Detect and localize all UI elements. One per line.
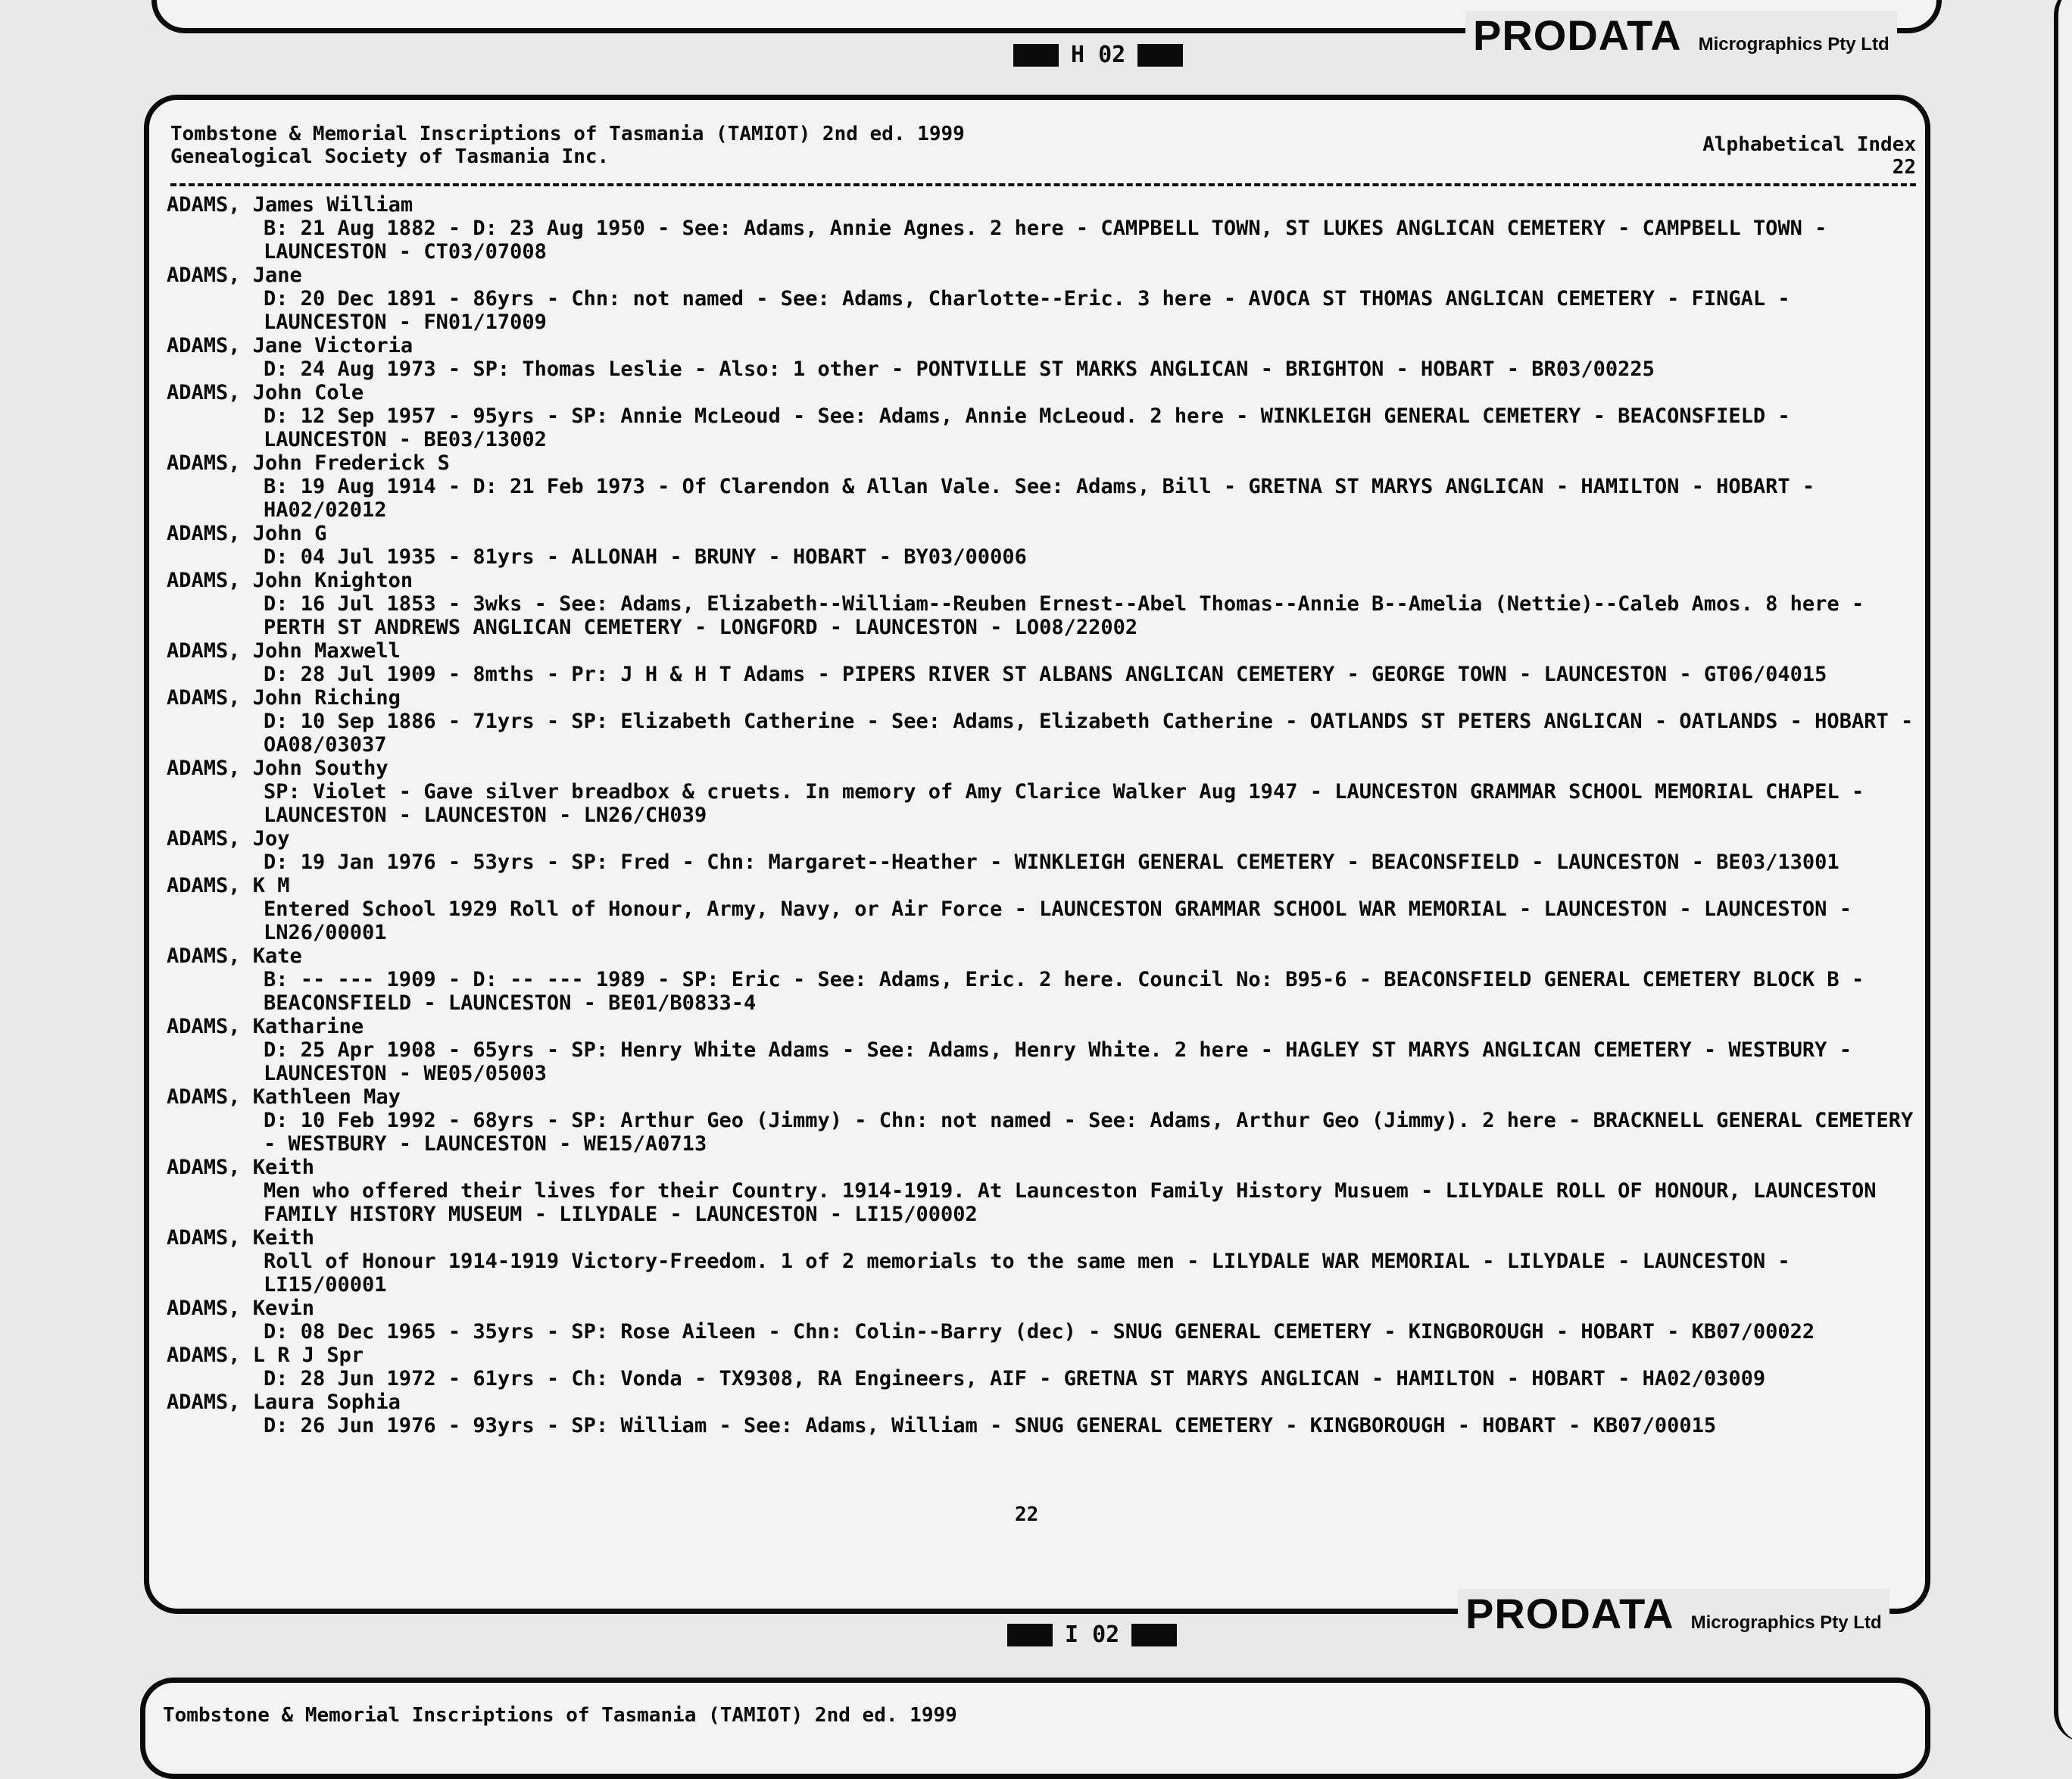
list-item xyxy=(167,264,1916,334)
next-frame-title: Tombstone & Memorial Inscriptions of Tasmania (TAMIOT) 2nd ed. 1999 xyxy=(163,1704,957,1727)
marker-bar-icon xyxy=(1131,1624,1177,1646)
entry-name: ADAMS, Keith xyxy=(167,1156,315,1179)
entry-name: ADAMS, John Frederick S xyxy=(167,451,450,475)
list-item xyxy=(167,1085,1916,1156)
brand-logo-top xyxy=(1465,11,1897,60)
marker-bar-icon xyxy=(1007,1624,1053,1646)
brand-logo-bottom xyxy=(1458,1589,1889,1638)
entry-detail: Men who offered their lives for their Country. 1914-1919. At Launceston Family History Musuem - LILYDALE ROLL OF HONOUR, LAUNCESTON FAMILY HISTORY MUSEUM - LILYDALE - LAUNCESTON - LI15/00002 xyxy=(264,1179,1877,1226)
entry-name: ADAMS, John G xyxy=(167,522,327,545)
entry-detail: D: 20 Dec 1891 - 86yrs - Chn: not named - See: Adams, Charlotte--Eric. 3 here - AVOCA ST THOMAS ANGLICAN CEMETERY - FINGAL - LAUNCESTON - FN01/17009 xyxy=(264,287,1790,334)
header-page-number: 22 xyxy=(1892,156,1916,179)
footer-page-number: 22 xyxy=(1015,1503,1039,1526)
list-item xyxy=(167,1297,1916,1344)
fiche-marker-top xyxy=(1013,42,1183,68)
entry-name: ADAMS, Jane xyxy=(167,264,302,287)
entry-name: ADAMS, Katharine xyxy=(167,1015,364,1038)
entry-name: ADAMS, John Southy xyxy=(167,757,388,780)
marker-bar-icon xyxy=(1137,44,1183,67)
entry-detail: D: 26 Jun 1976 - 93yrs - SP: William - See: Adams, William - SNUG GENERAL CEMETERY - KINGBOROUGH - HOBART - KB07/00015 xyxy=(264,1414,1717,1437)
entry-detail: Entered School 1929 Roll of Honour, Army, Navy, or Air Force - LAUNCESTON GRAMMAR SCHOOL WAR MEMORIAL - LAUNCESTON - LAUNCESTON - LN26/00001 xyxy=(264,897,1852,944)
entry-detail: D: 04 Jul 1935 - 81yrs - ALLONAH - BRUNY - HOBART - BY03/00006 xyxy=(264,545,1027,569)
entry-list xyxy=(167,193,1916,1437)
list-item xyxy=(167,944,1916,1015)
entry-name: ADAMS, James William xyxy=(167,193,413,217)
entry-detail: D: 25 Apr 1908 - 65yrs - SP: Henry White Adams - See: Adams, Henry White. 2 here - HAGLEY ST MARYS ANGLICAN CEMETERY - WESTBURY - LAUNCESTON - WE05/05003 xyxy=(264,1038,1852,1085)
entry-name: ADAMS, John Riching xyxy=(167,686,401,710)
fiche-label: H 02 xyxy=(1071,42,1126,68)
brand-name: PRODATA xyxy=(1473,11,1682,59)
list-item xyxy=(167,757,1916,827)
entry-detail: SP: Violet - Gave silver breadbox & cruets. In memory of Amy Clarice Walker Aug 1947 - LAUNCESTON GRAMMAR SCHOOL MEMORIAL CHAPEL - LAUNCESTON - LAUNCESTON - LN26/CH039 xyxy=(264,780,1864,827)
entry-detail: D: 16 Jul 1853 - 3wks - See: Adams, Elizabeth--William--Reuben Ernest--Abel Thomas--Annie B--Amelia (Nettie)--Caleb Amos. 8 here - PERTH ST ANDREWS ANGLICAN CEMETERY - LONGFORD - LAUNCESTON - LO08/22002 xyxy=(264,592,1864,639)
entry-detail: D: 28 Jul 1909 - 8mths - Pr: J H & H T Adams - PIPERS RIVER ST ALBANS ANGLICAN CEMETERY - GEORGE TOWN - LAUNCESTON - GT06/04015 xyxy=(264,663,1827,686)
fiche-label: I 02 xyxy=(1065,1621,1120,1648)
entry-name: ADAMS, John Maxwell xyxy=(167,639,401,663)
entry-name: ADAMS, Kathleen May xyxy=(167,1085,401,1109)
publisher: Genealogical Society of Tasmania Inc. xyxy=(170,145,610,168)
list-item xyxy=(167,639,1916,686)
entry-detail: D: 10 Sep 1886 - 71yrs - SP: Elizabeth Catherine - See: Adams, Elizabeth Catherine - OATLANDS ST PETERS ANGLICAN - OATLANDS - HOBART - OA08/03037 xyxy=(264,710,1914,757)
entry-detail: B: -- --- 1909 - D: -- --- 1989 - SP: Eric - See: Adams, Eric. 2 here. Council No: B95-6 - BEACONSFIELD GENERAL CEMETERY BLOCK B - BEACONSFIELD - LAUNCESTON - BE01/B0833-4 xyxy=(264,968,1864,1015)
list-item xyxy=(167,1390,1916,1437)
list-item xyxy=(167,522,1916,569)
entry-name: ADAMS, Kate xyxy=(167,944,302,968)
list-item xyxy=(167,334,1916,381)
list-item xyxy=(167,193,1916,264)
entry-detail: B: 19 Aug 1914 - D: 21 Feb 1973 - Of Clarendon & Allan Vale. See: Adams, Bill - GRETNA ST MARYS ANGLICAN - HAMILTON - HOBART - HA02/02012 xyxy=(264,475,1815,522)
entry-detail: D: 10 Feb 1992 - 68yrs - SP: Arthur Geo (Jimmy) - Chn: not named - See: Adams, Arthur Geo (Jimmy). 2 here - BRACKNELL GENERAL CEMETERY - WESTBURY - LAUNCESTON - WE15/A0713 xyxy=(264,1109,1914,1156)
list-item xyxy=(167,686,1916,757)
marker-bar-icon xyxy=(1013,44,1059,67)
next-frame xyxy=(140,1678,1930,1779)
list-item xyxy=(167,1344,1916,1390)
entry-name: ADAMS, Kevin xyxy=(167,1297,315,1320)
entry-detail: D: 24 Aug 1973 - SP: Thomas Leslie - Also: 1 other - PONTVILLE ST MARKS ANGLICAN - BRIGHTON - HOBART - BR03/00225 xyxy=(264,357,1655,381)
entry-detail: D: 08 Dec 1965 - 35yrs - SP: Rose Aileen - Chn: Colin--Barry (dec) - SNUG GENERAL CEMETERY - KINGBOROUGH - HOBART - KB07/00022 xyxy=(264,1320,1815,1344)
entry-detail: D: 19 Jan 1976 - 53yrs - SP: Fred - Chn: Margaret--Heather - WINKLEIGH GENERAL CEMETERY - BEACONSFIELD - LAUNCESTON - BE03/13001 xyxy=(264,850,1840,874)
list-item xyxy=(167,381,1916,451)
header-divider xyxy=(170,183,1916,186)
index-label: Alphabetical Index xyxy=(1702,133,1916,156)
index-block xyxy=(1702,133,1916,179)
list-item xyxy=(167,1226,1916,1297)
list-item xyxy=(167,569,1916,639)
entry-name: ADAMS, L R J Spr xyxy=(167,1344,364,1367)
entry-name: ADAMS, K M xyxy=(167,874,290,897)
entry-name: ADAMS, John Cole xyxy=(167,381,364,404)
entry-name: ADAMS, Jane Victoria xyxy=(167,334,413,357)
page-header xyxy=(170,123,1916,179)
entry-detail: D: 28 Jun 1972 - 61yrs - Ch: Vonda - TX9308, RA Engineers, AIF - GRETNA ST MARYS ANGLICAN - HAMILTON - HOBART - HA02/03009 xyxy=(264,1367,1766,1390)
fiche-marker-bottom xyxy=(1007,1621,1177,1648)
entry-detail: Roll of Honour 1914-1919 Victory-Freedom. 1 of 2 memorials to the same men - LILYDALE WAR MEMORIAL - LILYDALE - LAUNCESTON - LI15/00001 xyxy=(264,1250,1790,1297)
adjacent-frame-edge xyxy=(2054,0,2072,1742)
entry-name: ADAMS, Keith xyxy=(167,1226,315,1250)
brand-name: PRODATA xyxy=(1465,1590,1674,1637)
entry-name: ADAMS, Laura Sophia xyxy=(167,1390,401,1414)
entry-detail: D: 12 Sep 1957 - 95yrs - SP: Annie McLeoud - See: Adams, Annie McLeoud. 2 here - WINKLEIGH GENERAL CEMETERY - BEACONSFIELD - LAUNCESTON - BE03/13002 xyxy=(264,404,1790,451)
entry-name: ADAMS, John Knighton xyxy=(167,569,413,592)
brand-sub: Micrographics Pty Ltd xyxy=(1690,1612,1882,1633)
publication-title: Tombstone & Memorial Inscriptions of Tasmania (TAMIOT) 2nd ed. 1999 xyxy=(170,123,965,145)
list-item xyxy=(167,874,1916,944)
entry-detail: B: 21 Aug 1882 - D: 23 Aug 1950 - See: Adams, Annie Agnes. 2 here - CAMPBELL TOWN, ST LUKES ANGLICAN CEMETERY - CAMPBELL TOWN - LAUNCESTON - CT03/07008 xyxy=(264,217,1827,264)
list-item xyxy=(167,1156,1916,1226)
brand-sub: Micrographics Pty Ltd xyxy=(1698,34,1889,55)
entry-name: ADAMS, Joy xyxy=(167,827,290,850)
list-item xyxy=(167,451,1916,522)
list-item xyxy=(167,827,1916,874)
list-item xyxy=(167,1015,1916,1085)
